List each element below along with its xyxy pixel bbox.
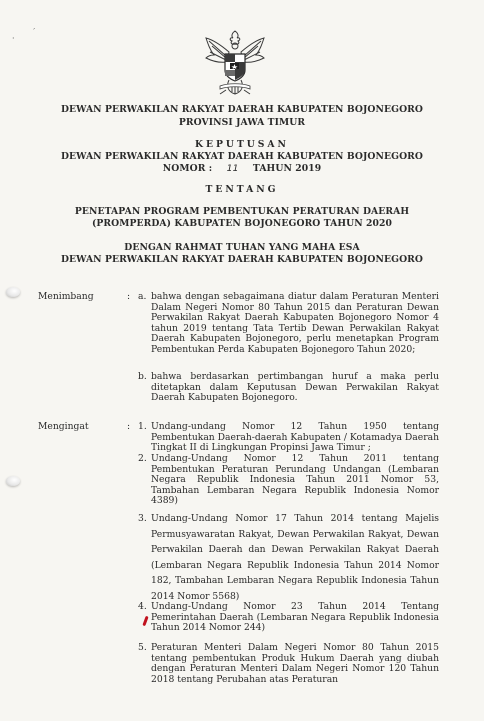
scan-mark-icon: ˊ <box>32 28 36 36</box>
institution-name: DEWAN PERWAKILAN RAKYAT DAERAH KABUPATEN BOJONEGORO <box>60 104 424 115</box>
decree-issuer: DEWAN PERWAKILAN RAKYAT DAERAH KABUPATEN BOJONEGORO <box>60 151 424 162</box>
item-marker: a. <box>138 291 147 302</box>
menimbang-label: Menimbang <box>38 291 94 302</box>
mengingat-label: Mengingat <box>38 421 89 432</box>
subject-line-1: PENETAPAN PROGRAM PEMBENTUKAN PERATURAN DAERAH <box>74 206 410 217</box>
mengingat-item <box>138 511 439 605</box>
item-marker: 1. <box>138 421 147 432</box>
preamble-line-1: DENGAN RAHMAT TUHAN YANG MAHA ESA <box>124 242 360 253</box>
item-text: Undang-Undang Nomor 12 Tahun 2011 tentang Pembentukan Peraturan Perundang Undangan (Lembaran Negara Republik Indonesia Tahun 2011 Nomor 53, Tambahan Lembaran Negara Republik Indonesia Nomor 4389) <box>151 453 439 507</box>
item-marker: 2. <box>138 453 147 464</box>
punch-hole-icon <box>6 476 20 486</box>
scan-mark-icon: · <box>12 34 15 43</box>
decree-number <box>20 163 464 175</box>
item-text: Undang-Undang Nomor 23 Tahun 2014 Tentang Pemerintahan Daerah (Lembaran Negara Republik Indonesia Tahun 2014 Nomor 244) <box>151 601 439 634</box>
number-label: NOMOR : <box>162 163 213 174</box>
item-text: bahwa dengan sebagaimana diatur dalam Peraturan Menteri Dalam Negeri Nomor 80 Tahun 2015 dan Peraturan Dewan Perwakilan Rakyat Daerah Kabupaten Bojonegoro Nomor 4 tahun 2019 tentang Tata Tertib Dewan Perwakilan Rakyat Daerah Kabupaten Bojonegoro, perlu menetapkan Program Pembentukan Perda Kabupaten Bojonegoro Tahun 2020; <box>151 291 439 355</box>
menimbang-colon: : <box>127 291 131 302</box>
item-marker: 5. <box>138 642 147 653</box>
item-marker: 4. <box>138 601 147 612</box>
item-marker: 3. <box>138 513 147 524</box>
item-marker: b. <box>138 371 147 382</box>
mengingat-item <box>138 453 439 507</box>
mengingat-colon: : <box>127 421 131 432</box>
punch-hole-icon <box>6 287 20 297</box>
mengingat-item <box>138 421 439 454</box>
province-name: PROVINSI JAWA TIMUR <box>178 117 306 128</box>
mengingat-item <box>138 642 439 685</box>
item-text: Undang-undang Nomor 12 Tahun 1950 tentang Pembentukan Daerah-daerah Kabupaten / Kotamadya Daerah Tingkat II di Lingkungan Propinsi Jawa Timur ; <box>151 421 439 454</box>
item-text: Peraturan Menteri Dalam Negeri Nomor 80 Tahun 2015 tentang pembentukan Produk Hukum Daerah yang diubah dengan Peraturan Menteri Dalam Negeri Nomor 120 Tahun 2018 tentang Perubahan atas Peraturan <box>151 642 439 685</box>
year-label: TAHUN 2019 <box>252 163 322 174</box>
handwritten-number: 11 <box>226 163 239 174</box>
item-text: Undang-Undang Nomor 17 Tahun 2014 tentang Majelis Permusyawaratan Rakyat, Dewan Perwakilan Rakyat, Dewan Perwakilan Daerah dan Dewan Perwakilan Rakyat Daerah (Lembaran Negara Republik Indonesia Tahun 2014 Nomor 182, Tambahan Lembaran Negara Republik Indonesia Tahun 2014 Nomor 5568) <box>151 513 439 602</box>
menimbang-item <box>138 371 439 404</box>
preamble-line-2: DEWAN PERWAKILAN RAKYAT DAERAH KABUPATEN BOJONEGORO <box>60 254 424 265</box>
menimbang-item <box>138 291 439 356</box>
mengingat-item <box>138 601 439 634</box>
red-ink-mark-icon <box>142 616 148 626</box>
decree-title: KEPUTUSAN <box>195 139 289 150</box>
subject-line-2: (PROMPERDA) KABUPATEN BOJONEGORO TAHUN 2020 <box>91 218 393 229</box>
tentang-heading: TENTANG <box>205 184 279 195</box>
item-text: bahwa berdasarkan pertimbangan huruf a maka perlu ditetapkan dalam Keputusan Dewan Perwakilan Rakyat Daerah Kabupaten Bojonegoro. <box>151 371 439 404</box>
garuda-emblem-icon <box>202 28 268 100</box>
